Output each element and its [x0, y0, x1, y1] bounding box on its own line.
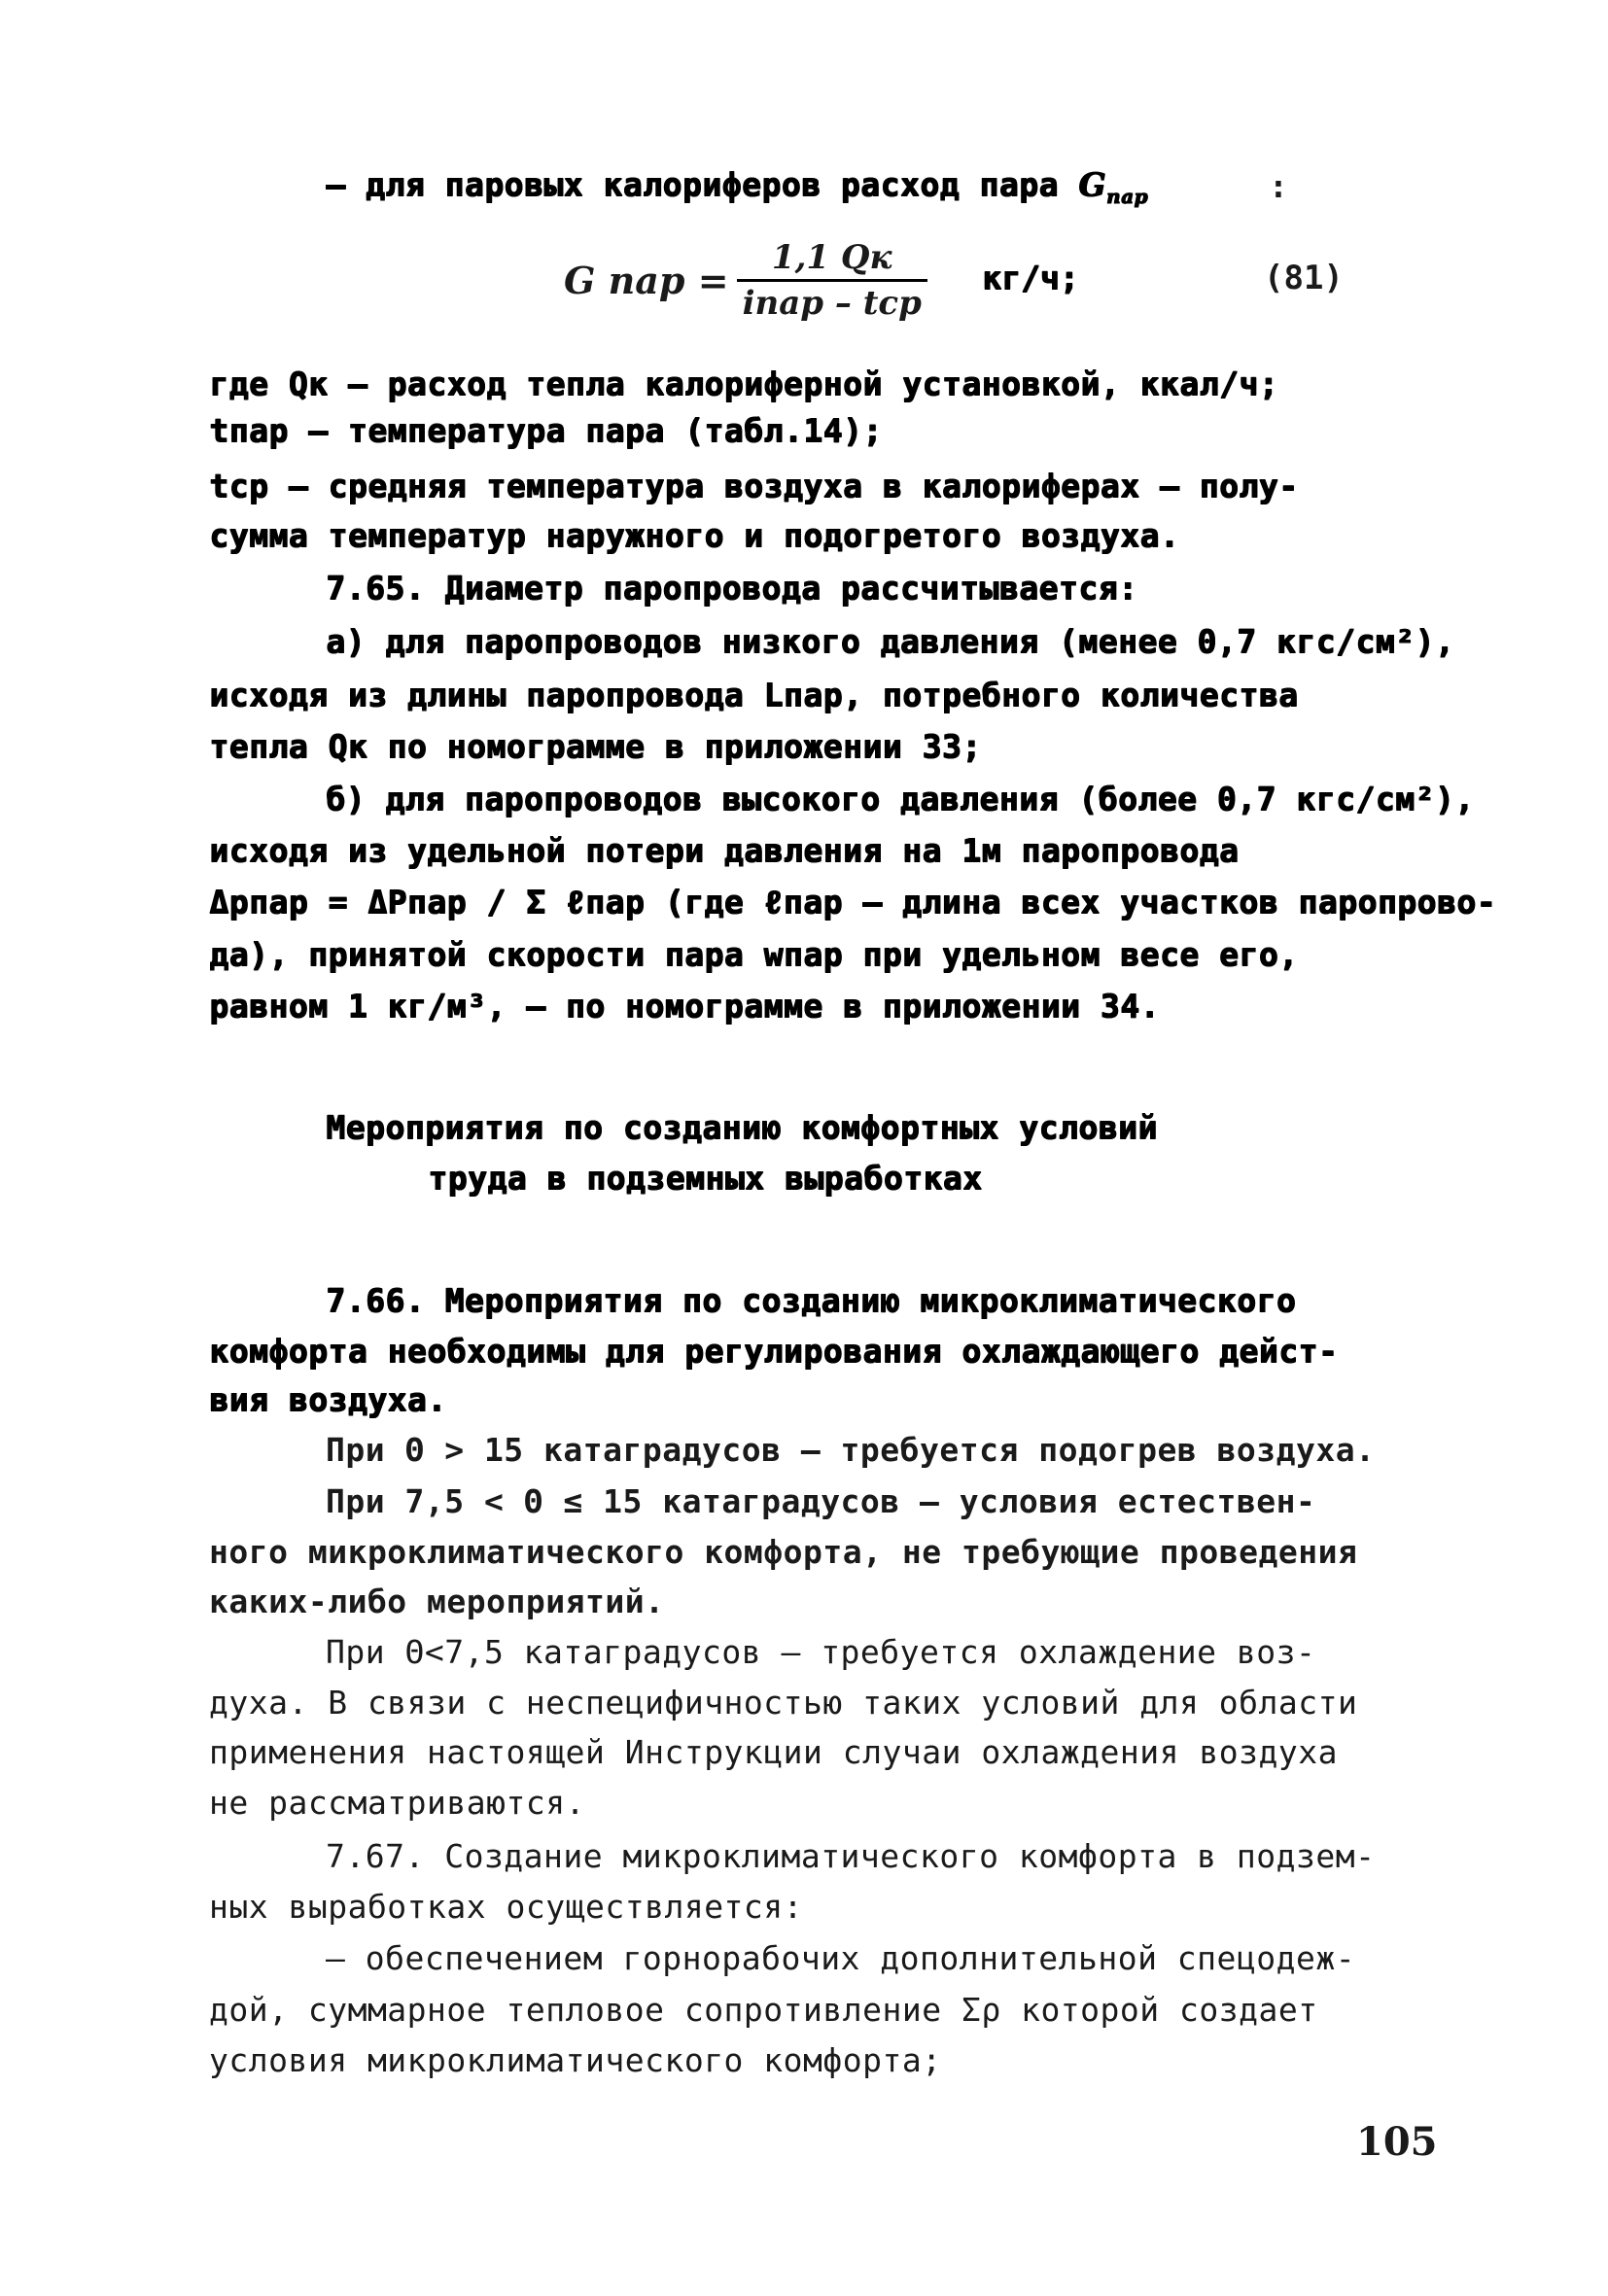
- s767-line: дой, суммарное тепловое сопротивление Σρ которой создает: [209, 1991, 1318, 2029]
- intro-subscript: пар: [1105, 184, 1148, 208]
- s765-line: тепла Qк по номограмме в приложении 33;: [209, 727, 982, 765]
- intro-symbol: G: [1077, 165, 1106, 203]
- formula-81: [564, 222, 1361, 338]
- s767-line: 7.67. Создание микроклиматического комфорта в подзем-: [326, 1837, 1376, 1875]
- s765-line: да), принятой скорости пара wпар при удельном весе его,: [209, 935, 1299, 973]
- intro-colon: :: [1269, 167, 1288, 205]
- section-heading-line: Мероприятия по созданию комфортных условий: [326, 1108, 1158, 1146]
- where-line: tср – средняя температура воздуха в калориферах – полу-: [209, 467, 1299, 504]
- formula-denominator: iпар – tср: [742, 283, 922, 323]
- page-number: 105: [1356, 2119, 1438, 2165]
- s767-line: условия микроклиматического комфорта;: [209, 2041, 942, 2079]
- formula-unit: кг/ч;: [982, 259, 1079, 296]
- s765-line: 7.65. Диаметр паропровода рассчитывается:: [326, 569, 1138, 607]
- s765-line: Δрпар = ΔРпар / Σ ℓпар (где ℓпар – длина всех участков паропрово-: [209, 883, 1496, 921]
- intro-text: – для паровых калориферов расход пара: [326, 165, 1059, 203]
- formula-number: (81): [1264, 259, 1344, 297]
- formula-fraction: [737, 236, 927, 325]
- section-heading-line: труда в подземных выработках: [428, 1159, 983, 1197]
- cond-line: не рассматриваются.: [209, 1784, 585, 1822]
- where-line: где Qк – расход тепла калориферной установкой, ккал/ч;: [209, 365, 1278, 402]
- cond-line: При 7,5 < Θ ≤ 15 катаградусов – условия естествен-: [326, 1482, 1316, 1520]
- cond-line: каких-либо мероприятий.: [209, 1583, 665, 1620]
- s766-line: комфорта необходимы для регулирования охлаждающего дейст-: [209, 1332, 1338, 1370]
- s767-line: ных выработках осуществляется:: [209, 1888, 804, 1926]
- s765-line: б) для паропроводов высокого давления (более 0,7 кгс/см²),: [326, 780, 1475, 818]
- formula-numerator: 1,1 Qк: [771, 237, 892, 277]
- cond-line: применения настоящей Инструкции случаи охлаждения воздуха: [209, 1733, 1338, 1771]
- s766-line: 7.66. Мероприятия по созданию микроклиматического: [326, 1281, 1297, 1319]
- where-line: сумма температур наружного и подогретого воздуха.: [209, 516, 1180, 554]
- cond-line: духа. В связи с неспецифичностью таких условий для области: [209, 1684, 1358, 1722]
- s765-line: равном 1 кг/м³, – по номограмме в приложении 34.: [209, 987, 1160, 1025]
- formula-fraction-group: [564, 222, 927, 338]
- s765-line: исходя из удельной потери давления на 1м паропровода: [209, 831, 1240, 869]
- where-line: tпар – температура пара (табл.14);: [209, 411, 883, 449]
- s767-line: – обеспечением горнорабочих дополнительной спецодеж-: [326, 1939, 1356, 1977]
- cond-line: ного микроклиматического комфорта, не требующие проведения: [209, 1533, 1358, 1571]
- s766-line: вия воздуха.: [209, 1380, 447, 1418]
- intro-line: [326, 165, 1148, 216]
- cond-line: При Θ > 15 катаградусов – требуется подогрев воздуха.: [326, 1431, 1376, 1469]
- s765-line: исходя из длины паропровода Lпар, потребного количества: [209, 676, 1299, 713]
- s765-line: а) для паропроводов низкого давления (менее 0,7 кгс/см²),: [326, 622, 1454, 660]
- cond-line: При Θ<7,5 катаградусов – требуется охлаждение воз-: [326, 1633, 1316, 1671]
- formula-lhs: G пар =: [564, 258, 729, 302]
